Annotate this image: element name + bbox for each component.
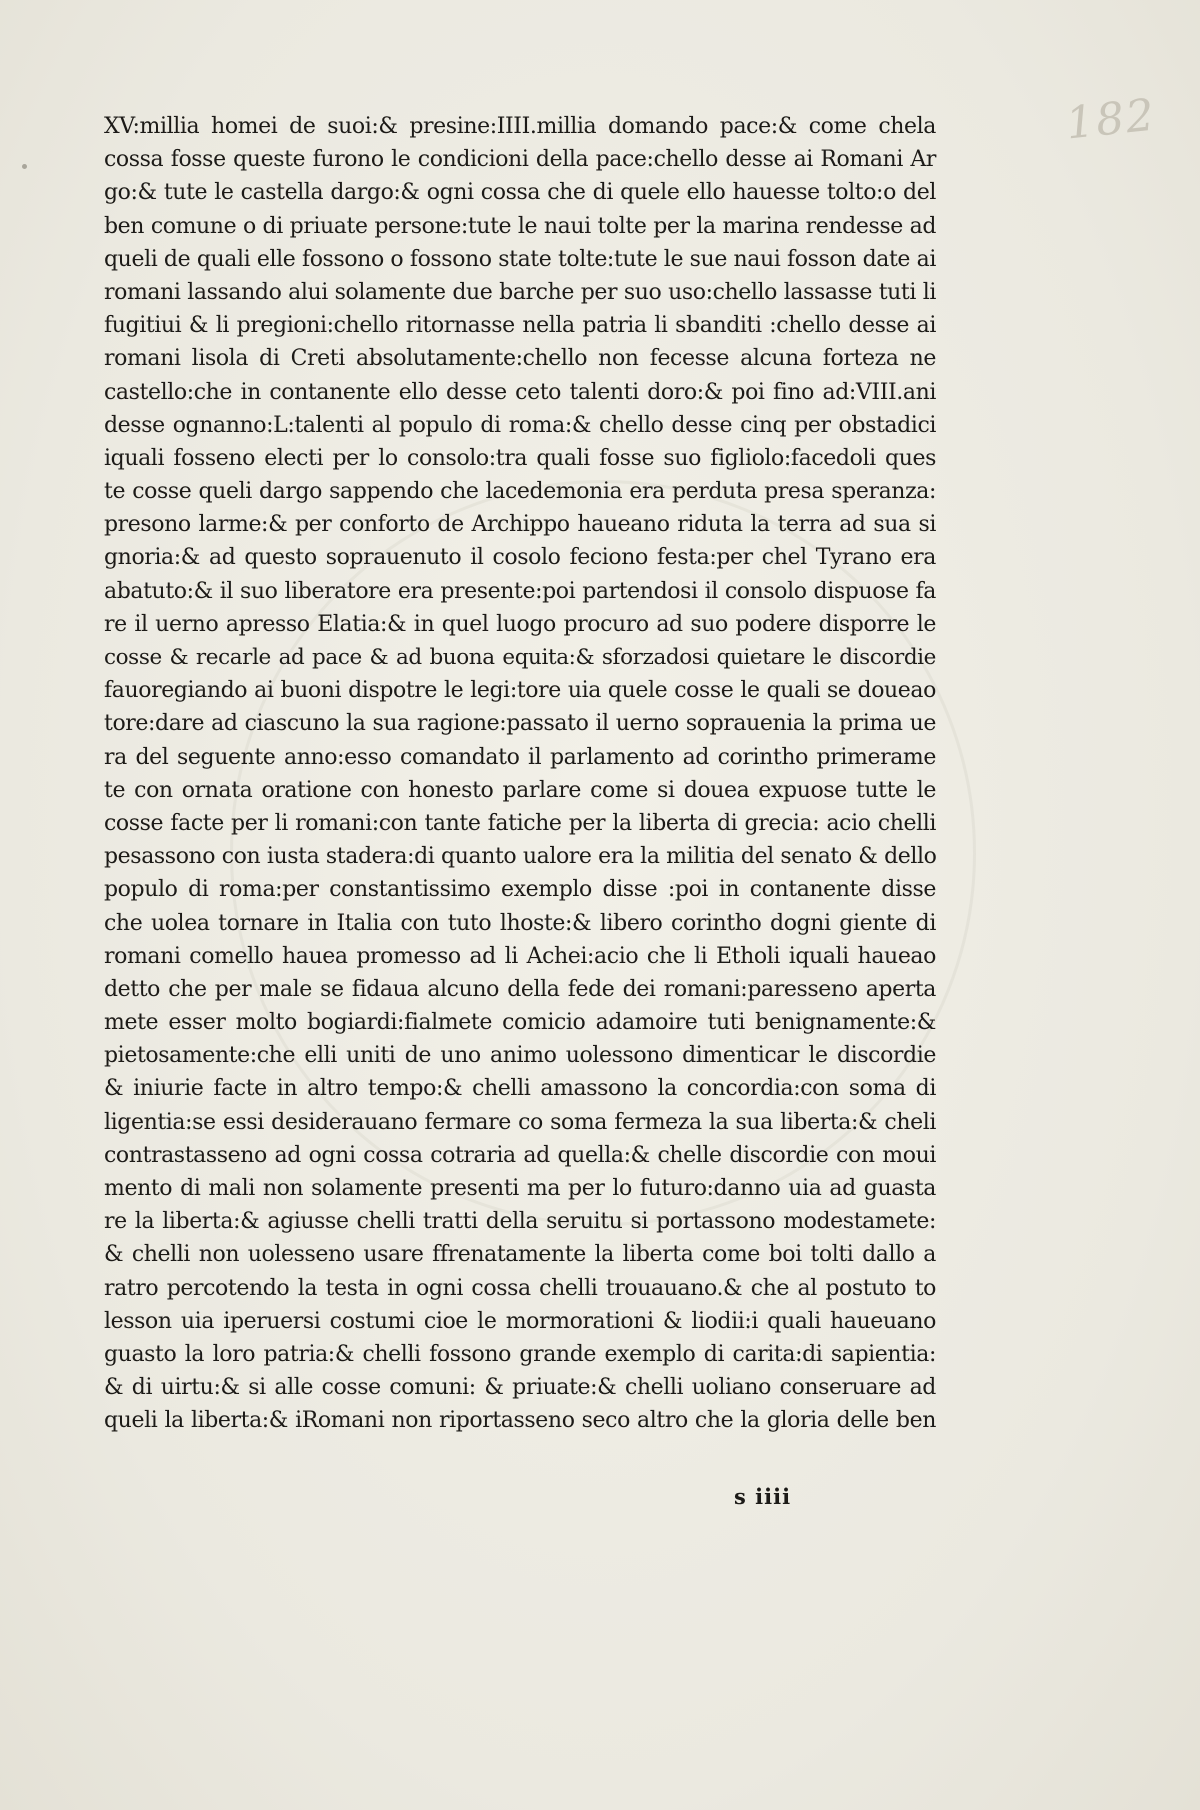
text-line: fugitiui & li pregioni:chello ritornasse nella patria li sbanditi :chello desse ai [104,313,936,339]
text-line: populo di roma:per constantissimo exemplo disse :poi in contanente disse [104,877,936,903]
signature-mark: s iiii [734,1484,792,1509]
text-line: go:& tute le castella dargo:& ogni cossa che di quele ello hauesse tolto:o del [104,180,936,206]
margin-mark [22,164,27,169]
text-line: & di uirtu:& si alle cosse comuni: & priuate:& chelli uoliano conseruare ad [104,1375,936,1401]
text-line: lesson uia iperuersi costumi cioe le mormorationi & liodii:i quali haueuano [104,1308,936,1334]
text-line: ben comune o di priuate persone:tute le naui tolte per la marina rendesse ad [104,213,936,239]
text-line: desse ognanno:L:talenti al populo di roma:& chello desse cinq per obstadici [104,412,936,438]
text-line: cosse facte per li romani:con tante fatiche per la liberta di grecia: acio chelli [104,810,936,836]
text-line: fauoregiando ai buoni dispotre le legi:tore uia quele cosse le quali se doueao [104,678,936,704]
text-line: te cosse queli dargo sappendo che lacedemonia era perduta presa speranza: [104,479,936,505]
text-line: iquali fosseno electi per lo consolo:tra quali fosse suo figliolo:facedoli ques [104,445,936,471]
text-line: mento di mali non solamente presenti ma per lo futuro:danno uia ad guasta [104,1176,936,1201]
text-line: romani lisola di Creti absolutamente:chello non fecesse alcuna forteza ne [104,346,936,372]
text-line: guasto la loro patria:& chelli fossono grande exemplo di carita:di sapientia: [104,1341,936,1367]
text-line: cossa fosse queste furono le condicioni della pace:chello desse ai Romani Ar [104,147,936,173]
text-line: XV:millia homei de suoi:& presine:IIII.millia domando pace:& come chela [104,114,936,139]
body-text [104,110,936,1438]
text-line: abatuto:& il suo liberatore era presente:poi partendosi il consolo dispuose fa [104,578,936,604]
text-line: re il uerno apresso Elatia:& in quel luogo procuro ad suo podere disporre le [104,611,936,637]
text-line: detto che per male se fidaua alcuno della fede dei romani:paresseno aperta [104,976,936,1002]
text-line: presono larme:& per conforto de Archippo haueano riduta la terra ad sua si [104,512,936,538]
text-line: gnoria:& ad questo soprauenuto il cosolo feciono festa:per chel Tyrano era [104,545,936,571]
text-line: ra del seguente anno:esso comandato il parlamento ad corintho primerame [104,744,936,770]
text-line: re la liberta:& agiusse chelli tratti della seruitu si portassono modestamete: [104,1209,936,1235]
folio-number: 182 [1063,89,1159,150]
text-line: ratro percotendo la testa in ogni cossa chelli trouauano.& che al postuto to [104,1275,936,1301]
text-line: romani lassando alui solamente due barche per suo uso:chello lassasse tuti li [104,279,936,305]
text-line: romani comello hauea promesso ad li Achei:acio che li Etholi iquali haueao [104,943,936,969]
text-line: castello:che in contanente ello desse ceto talenti doro:& poi fino ad:VIII.ani [104,379,936,405]
text-line: queli de quali elle fossono o fossono state tolte:tute le sue naui fosson date ai [104,246,936,272]
text-line: tore:dare ad ciascuno la sua ragione:passato il uerno soprauenia la prima ue [104,711,936,737]
text-line: pesassono con iusta stadera:di quanto ualore era la militia del senato & dello [104,844,937,870]
text-line: cosse & recarle ad pace & ad buona equita:& sforzadosi quietare le discordie [104,645,936,670]
text-line: contrastasseno ad ogni cossa cotraria ad quella:& chelle discordie con moui [104,1142,936,1168]
text-line: te con ornata oratione con honesto parlare come si douea expuose tutte le [104,777,936,803]
text-line: & iniurie facte in altro tempo:& chelli amassono la concordia:con soma di [104,1076,936,1102]
text-line: queli la liberta:& iRomani non riportasseno seco altro che la gloria delle ben [104,1408,936,1434]
text-line: & chelli non uolesseno usare ffrenatamente la liberta come boi tolti dallo a [104,1242,936,1268]
text-line: che uolea tornare in Italia con tuto lhoste:& libero corintho dogni giente di [104,910,936,936]
text-line: ligentia:se essi desiderauano fermare co soma fermeza la sua liberta:& cheli [104,1109,936,1135]
text-line: mete esser molto bogiardi:fialmete comicio adamoire tuti benignamente:& [104,1010,936,1036]
text-line: pietosamente:che elli uniti de uno animo uolessono dimenticar le discordie [104,1043,936,1069]
